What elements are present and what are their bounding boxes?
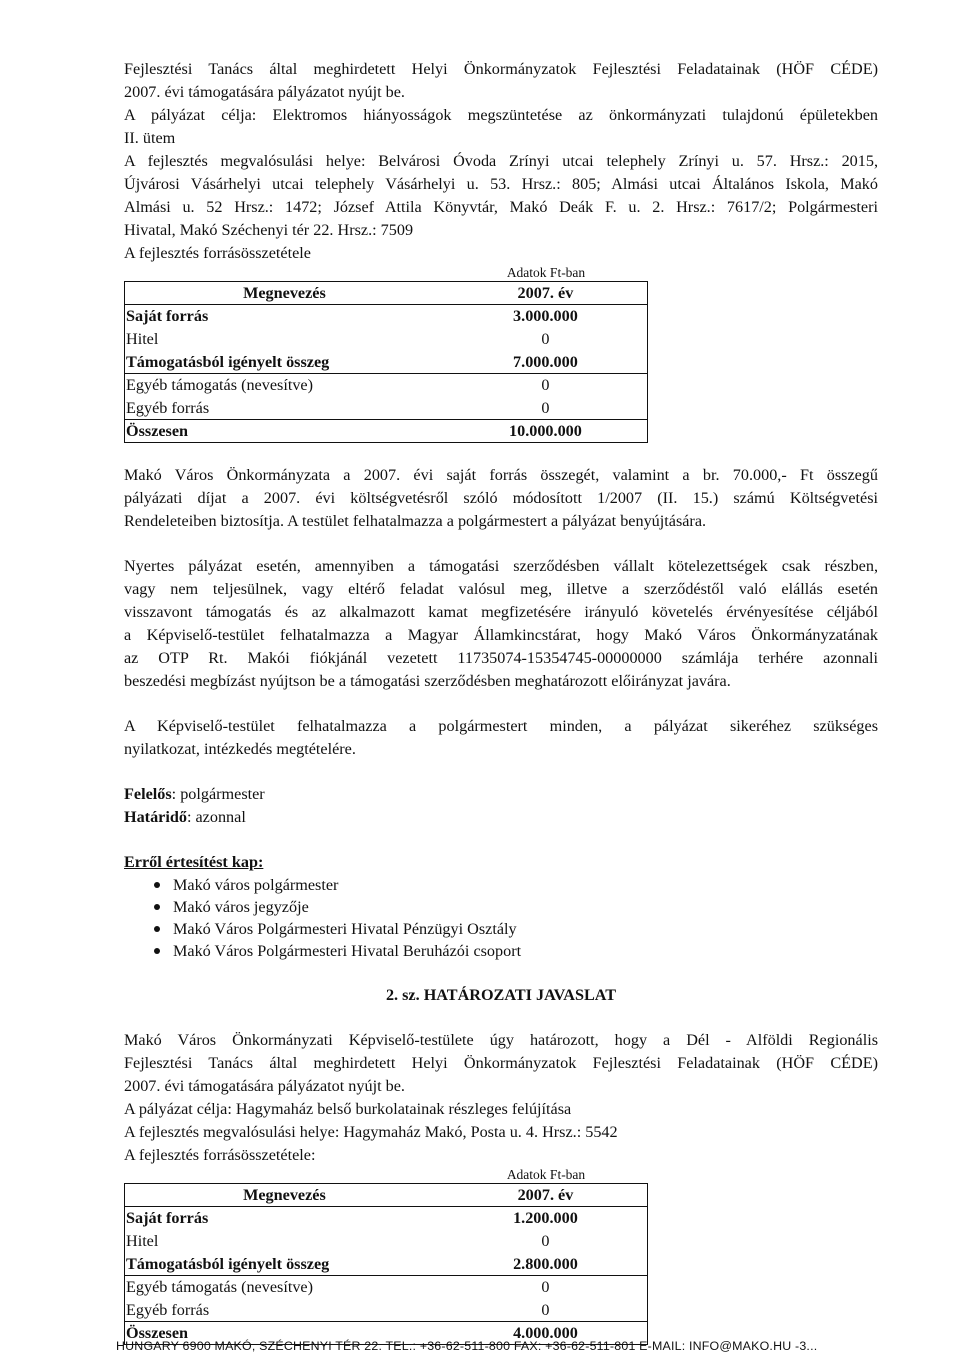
resolution-title: 2. sz. HATÁROZATI JAVASLAT <box>385 986 617 1004</box>
table-row <box>125 1230 648 1253</box>
paragraph-line: 2007. évi támogatására pályázatot nyújt be. <box>124 1077 405 1095</box>
notify-title: Erről értesítést kap: <box>124 853 264 871</box>
table-cell-value: 7.000.000 <box>444 351 648 374</box>
table-cell-label: Összesen <box>126 422 189 440</box>
bullet-icon <box>154 926 160 932</box>
table-header-cell: 2007. év <box>444 1184 648 1207</box>
paragraph-line: A fejlesztés megvalósulási helye: Hagymaház Makó, Posta u. 4. Hrsz.: 5542 <box>124 1123 618 1141</box>
table-cell-value: 0 <box>444 1299 648 1322</box>
document-page <box>124 58 878 1345</box>
table-cell-value: 0 <box>444 397 648 420</box>
paragraph-line: vagy nem teljesülnek, vagy eltérő feladat valósul meg, illetve a szerződéstől való elállás esetén <box>124 580 878 598</box>
intro-line: A pályázat célja: Elektromos hiányosságok megszüntetése az önkormányzati tulajdonú épületekben <box>124 106 878 124</box>
intro-section <box>124 58 878 265</box>
paragraph-line: Nyertes pályázat esetén, amennyiben a támogatási szerződésben vállalt kötelezettségek csak részben, <box>124 557 878 575</box>
paragraph-line: Rendeleteiben biztosítja. A testület felhatalmazza a polgármestert a pályázat benyújtására. <box>124 512 707 530</box>
paragraph-line: A Képviselő-testület felhatalmazza a polgármestert minden, a pályázat sikeréhez szükséges <box>124 717 878 735</box>
table-cell-value: 0 <box>541 1232 550 1250</box>
paragraph-line: nyilatkozat, intézkedés megtételére. <box>124 740 356 758</box>
table-cell-label: Hitel <box>126 330 159 348</box>
table-cell-value: 1.200.000 <box>513 1209 578 1228</box>
table-row <box>125 1276 648 1299</box>
funding-table-1 <box>124 281 648 443</box>
paragraph-line: az OTP Rt. Makói fiókjánál vezetett 11735074-15354745-00000000 számlája terhére azonnali <box>124 649 878 667</box>
funding-paragraph <box>124 464 878 533</box>
table-row <box>125 1207 648 1230</box>
paragraph-line: beszedési megbízást nyújtson be a támogatási szerződésben meghatározott előirányzat javára. <box>124 672 731 690</box>
table-cell-value: 10.000.000 <box>509 422 582 440</box>
recipient-list <box>154 874 878 962</box>
intro-line: Almási u. 52 Hrsz.: 1472; József Attila Könyvtár, Makó Deák F. u. 2. Hrsz.: 7617/2; Polgármesteri <box>124 198 878 216</box>
responsible-label: Felelős <box>124 785 172 803</box>
table-cell-label: Hitel <box>126 1232 159 1250</box>
bullet-icon <box>154 948 160 954</box>
deadline-value: : azonnal <box>186 808 246 826</box>
table-cell-label: Egyéb támogatás (nevesítve) <box>126 376 313 395</box>
table-cell-value: 3.000.000 <box>513 307 578 326</box>
paragraph-line: A pályázat célja: Hagymaház belső burkolatainak részleges felújítása <box>124 1100 572 1118</box>
authorization-paragraph <box>124 715 878 761</box>
paragraph-line: A fejlesztés forrásösszetétele: <box>124 1146 316 1164</box>
deadline-line <box>124 806 878 829</box>
intro-line: A fejlesztés megvalósulási helye: Belvárosi Óvoda Zrínyi utcai telephely Zrínyi u. 57. Hrsz.: 2015, <box>124 152 878 170</box>
list-item: Makó város polgármester <box>154 874 878 896</box>
table2-unit-label: Adatok Ft-ban <box>506 1167 586 1182</box>
table-header-cell: Megnevezés <box>125 282 444 305</box>
table-cell-value: 0 <box>541 376 550 395</box>
intro-line: Újvárosi Vásárhelyi utcai telephely Vásárhelyi u. 53. Hrsz.: 805; Almási utcai Általános Iskola, Makó <box>124 175 878 193</box>
table-cell-label: Összesen <box>126 1324 189 1342</box>
table-cell-label: Egyéb támogatás (nevesítve) <box>126 1278 313 1297</box>
table-cell-label: Támogatásból igényelt összeg <box>125 351 444 374</box>
table-row <box>125 397 648 420</box>
table-cell-label: Egyéb forrás <box>125 397 444 420</box>
table-row <box>125 1253 648 1276</box>
table-row <box>125 1299 648 1322</box>
intro-line: Fejlesztési Tanács által meghirdetett Helyi Önkormányzatok Fejlesztési Feladatainak (HÖF CÉDE) <box>124 60 878 78</box>
intro-line: 2007. évi támogatására pályázatot nyújt be. <box>124 83 405 101</box>
responsible-line <box>124 783 878 806</box>
bullet-icon <box>154 882 160 888</box>
table-cell-value: 0 <box>541 1278 550 1297</box>
table-row <box>125 305 648 328</box>
bullet-icon <box>154 904 160 910</box>
intro-line: Hivatal, Makó Széchenyi tér 22. Hrsz.: 7509 <box>124 221 414 239</box>
table-header-cell: 2007. év <box>444 282 648 305</box>
resolution2-section <box>124 1029 878 1167</box>
table-cell-value: 2.800.000 <box>444 1253 648 1276</box>
table-cell-label: Támogatásból igényelt összeg <box>125 1253 444 1276</box>
list-item: Makó Város Polgármesteri Hivatal Pénzügyi Osztály <box>154 918 878 940</box>
table-cell-label: Egyéb forrás <box>125 1299 444 1322</box>
table-cell-value: 4.000.000 <box>513 1324 578 1342</box>
table-cell-value: 0 <box>541 330 550 348</box>
table-row <box>125 328 648 351</box>
list-item: Makó Város Polgármesteri Hivatal Beruházói csoport <box>154 940 878 962</box>
intro-line: II. ütem <box>124 129 176 147</box>
table-header-row <box>125 1184 648 1207</box>
page-footer: HUNGARY 6900 MAKÓ, SZÉCHENYI TÉR 22. TEL.: +36-62-511-800 FAX: +36-62-511-801 E-MAIL: INFO@MAKO.HU -3... <box>116 1339 818 1353</box>
paragraph-line: Fejlesztési Tanács által meghirdetett Helyi Önkormányzatok Fejlesztési Feladatainak (HÖF CÉDE) <box>124 1054 878 1072</box>
table-header-cell: Megnevezés <box>125 1184 444 1207</box>
paragraph-line: a Képviselő-testület felhatalmazza a Magyar Államkincstárat, hogy Makó Város Önkormányzatának <box>124 626 878 644</box>
intro-line: A fejlesztés forrásösszetétele <box>124 244 311 262</box>
winning-paragraph <box>124 555 878 693</box>
table-cell-label: Saját forrás <box>126 1209 209 1228</box>
responsible-value: : polgármester <box>171 785 265 803</box>
paragraph-line: visszavont támogatás és az alkalmazott kamat megfizetésére irányuló követelés érvényesítése céljából <box>124 603 878 621</box>
paragraph-line: pályázati díjat a 2007. évi költségvetésről szóló módosított 1/2007 (II. 15.) számú Költségvetési <box>124 489 878 507</box>
deadline-label: Határidő <box>124 808 187 826</box>
paragraph-line: Makó Város Önkormányzati Képviselő-testülete úgy határozott, hogy a Dél - Alföldi Regionális <box>124 1031 878 1049</box>
table-row <box>125 351 648 374</box>
funding-table-2 <box>124 1183 648 1345</box>
table-row <box>125 420 648 443</box>
table1-unit-label: Adatok Ft-ban <box>506 265 586 280</box>
list-item: Makó város jegyzője <box>154 896 878 918</box>
paragraph-line: Makó Város Önkormányzata a 2007. évi saját forrás összegét, valamint a br. 70.000,- Ft összegű <box>124 466 878 484</box>
table-cell-label: Saját forrás <box>126 307 209 326</box>
table-row <box>125 374 648 397</box>
table-header-row <box>125 282 648 305</box>
